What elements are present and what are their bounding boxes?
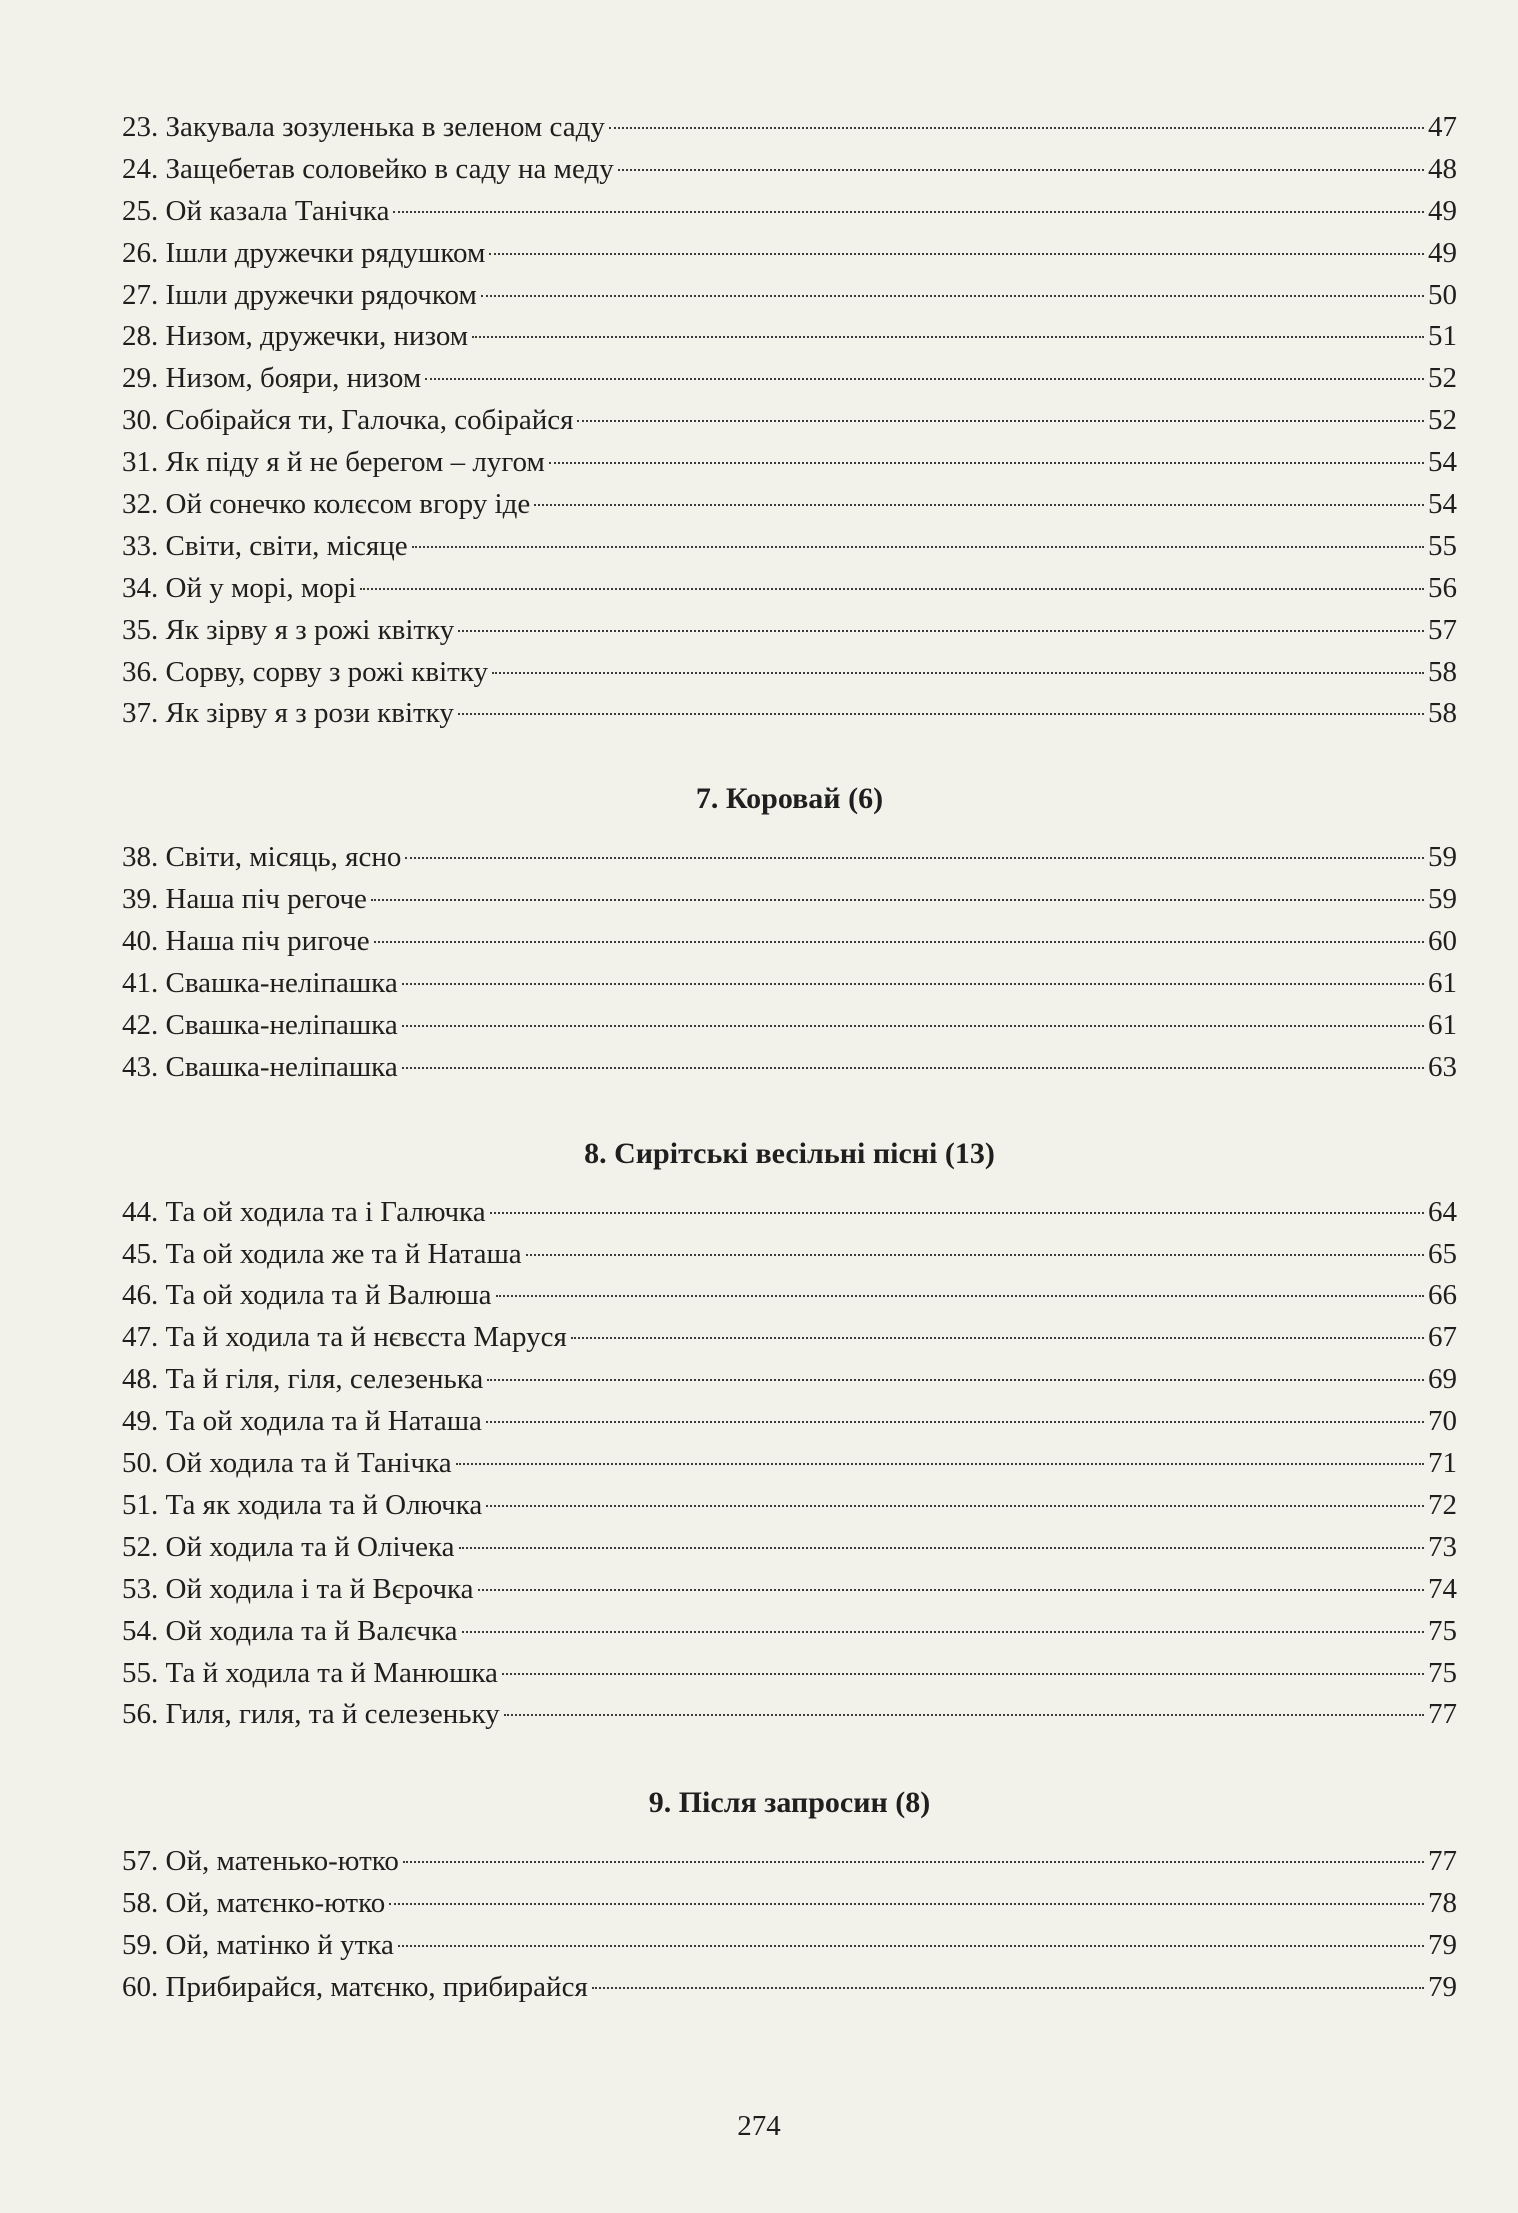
entry-title: 60. Прибирайся, матєнко, прибирайся [122, 1970, 588, 2003]
dot-leader [371, 899, 1424, 901]
entry-title: 41. Свашка-неліпашка [122, 967, 398, 1000]
dot-leader [393, 211, 1424, 213]
entry-title: 40. Наша піч ригоче [122, 925, 370, 958]
toc-entry [122, 1401, 1457, 1443]
entry-page-number: 60 [1428, 925, 1457, 958]
dot-leader [490, 1212, 1424, 1214]
toc-entry [122, 107, 1457, 149]
dot-leader [549, 462, 1424, 464]
entry-title: 42. Свашка-неліпашка [122, 1008, 398, 1041]
entry-title: 46. Та ой ходила та й Валюша [122, 1279, 492, 1312]
entry-page-number: 67 [1428, 1321, 1457, 1354]
dot-leader [526, 1254, 1424, 1256]
toc-section-7-entries [122, 837, 1457, 1088]
entry-title: 48. Та й гіля, гіля, селезенька [122, 1363, 484, 1396]
entry-title: 30. Собірайся ти, Галочка, собірайся [122, 404, 574, 437]
entry-title: 55. Та й ходила та й Манюшка [122, 1656, 498, 1689]
entry-title: 29. Низом, бояри, низом [122, 362, 422, 395]
entry-title: 27. Ішли дружечки рядочком [122, 278, 477, 311]
table-of-contents [122, 107, 1457, 2009]
entry-title: 43. Свашка-неліпашка [122, 1050, 398, 1083]
entry-title: 50. Ой ходила та й Танічка [122, 1447, 452, 1480]
toc-entry [122, 484, 1457, 526]
toc-entry [122, 1443, 1457, 1485]
toc-entry [122, 1841, 1457, 1883]
toc-entry [122, 1967, 1457, 2009]
entry-page-number: 63 [1428, 1050, 1457, 1083]
entry-page-number: 52 [1428, 404, 1457, 437]
entry-page-number: 61 [1428, 967, 1457, 1000]
entry-page-number: 49 [1428, 194, 1457, 227]
entry-title: 57. Ой, матенько-ютко [122, 1845, 399, 1878]
entry-page-number: 47 [1428, 111, 1457, 143]
entry-page-number: 73 [1428, 1530, 1457, 1563]
dot-leader [592, 1987, 1424, 1989]
toc-entry [122, 400, 1457, 442]
toc-entry [122, 1275, 1457, 1317]
toc-entry [122, 1359, 1457, 1401]
dot-leader [504, 1714, 1424, 1716]
entry-page-number: 69 [1428, 1363, 1457, 1396]
entry-page-number: 64 [1428, 1195, 1457, 1228]
toc-entry [122, 1694, 1457, 1736]
dot-leader [502, 1673, 1424, 1675]
toc-entry [122, 963, 1457, 1005]
entry-page-number: 61 [1428, 1008, 1457, 1041]
entry-page-number: 49 [1428, 236, 1457, 269]
entry-title: 31. Як піду я й не берегом – лугом [122, 446, 545, 479]
toc-section-9-entries [122, 1841, 1457, 2009]
entry-title: 32. Ой сонечко колєсом вгору іде [122, 488, 531, 521]
entry-title: 49. Та ой ходила та й Наташа [122, 1405, 482, 1438]
toc-entry [122, 1653, 1457, 1695]
entry-title: 26. Ішли дружечки рядушком [122, 236, 486, 269]
entry-page-number: 66 [1428, 1279, 1457, 1312]
entry-title: 45. Та ой ходила же та й Наташа [122, 1237, 522, 1270]
dot-leader [389, 1903, 1424, 1905]
entry-page-number: 55 [1428, 529, 1457, 562]
entry-page-number: 50 [1428, 278, 1457, 311]
entry-page-number: 56 [1428, 571, 1457, 604]
entry-title: 47. Та й ходила та й нєвєста Маруся [122, 1321, 567, 1354]
entry-title: 59. Ой, матінко й утка [122, 1929, 394, 1962]
entry-title: 34. Ой у морі, морі [122, 571, 357, 604]
entry-title: 53. Ой ходила і та й Вєрочка [122, 1572, 474, 1605]
toc-entry [122, 275, 1457, 317]
section-heading-7: 7. Коровай (6) [695, 782, 884, 816]
entry-page-number: 78 [1428, 1887, 1457, 1920]
entry-title: 24. Защебетав соловейко в саду на меду [122, 152, 614, 185]
dot-leader [425, 378, 1424, 380]
dot-leader [458, 630, 1424, 632]
entry-page-number: 52 [1428, 362, 1457, 395]
dot-leader [412, 546, 1424, 548]
entry-page-number: 72 [1428, 1488, 1457, 1521]
toc-entry [122, 879, 1457, 921]
dot-leader [496, 1295, 1424, 1297]
dot-leader [403, 1861, 1424, 1863]
toc-entry [122, 1611, 1457, 1653]
dot-leader [478, 1589, 1424, 1591]
entry-page-number: 51 [1428, 320, 1457, 353]
dot-leader [609, 127, 1424, 129]
toc-entry [122, 191, 1457, 233]
section-heading-9: 9. Після запросин (8) [648, 1786, 931, 1820]
toc-section-8-entries [122, 1192, 1457, 1737]
dot-leader [489, 253, 1424, 255]
entry-page-number: 75 [1428, 1656, 1457, 1689]
toc-entry [122, 1005, 1457, 1047]
entry-page-number: 77 [1428, 1698, 1457, 1731]
entry-title: 38. Світи, місяць, ясно [122, 841, 402, 874]
toc-entry [122, 1317, 1457, 1359]
dot-leader [571, 1337, 1424, 1339]
entry-page-number: 54 [1428, 488, 1457, 521]
entry-title: 54. Ой ходила та й Валєчка [122, 1614, 458, 1647]
toc-entry [122, 1047, 1457, 1089]
toc-entry [122, 568, 1457, 610]
toc-entry [122, 526, 1457, 568]
entry-page-number: 79 [1428, 1929, 1457, 1962]
entry-title: 39. Наша піч регоче [122, 883, 367, 916]
toc-entry [122, 316, 1457, 358]
entry-page-number: 79 [1428, 1970, 1457, 2003]
toc-entry [122, 837, 1457, 879]
entry-page-number: 70 [1428, 1405, 1457, 1438]
entry-title: 56. Гиля, гиля, та й селезеньку [122, 1698, 500, 1731]
entry-title: 25. Ой казала Танічка [122, 194, 390, 227]
dot-leader [481, 295, 1424, 297]
entry-page-number: 59 [1428, 841, 1457, 874]
toc-entry [122, 1569, 1457, 1611]
toc-entry [122, 1527, 1457, 1569]
dot-leader [486, 1421, 1424, 1423]
entry-page-number: 74 [1428, 1572, 1457, 1605]
entry-title: 35. Як зірву я з рожі квітку [122, 613, 455, 646]
entry-title: 23. Закувала зозуленька в зеленом саду [122, 111, 605, 143]
dot-leader [398, 1945, 1424, 1947]
toc-entry [122, 1192, 1457, 1234]
toc-entry [122, 1234, 1457, 1276]
entry-page-number: 58 [1428, 697, 1457, 730]
entry-title: 58. Ой, матєнко-ютко [122, 1887, 386, 1920]
toc-entry [122, 358, 1457, 400]
toc-entry [122, 1485, 1457, 1527]
dot-leader [577, 420, 1424, 422]
dot-leader [402, 1025, 1424, 1027]
dot-leader [472, 336, 1424, 338]
toc-entry [122, 610, 1457, 652]
toc-entry [122, 149, 1457, 191]
entry-page-number: 65 [1428, 1237, 1457, 1270]
entry-page-number: 54 [1428, 446, 1457, 479]
dot-leader [486, 1505, 1424, 1507]
dot-leader [492, 672, 1424, 674]
dot-leader [405, 857, 1424, 859]
entry-page-number: 48 [1428, 152, 1457, 185]
dot-leader [374, 941, 1424, 943]
toc-entry [122, 921, 1457, 963]
dot-leader [458, 713, 1424, 715]
dot-leader [462, 1631, 1424, 1633]
page-number: 274 [737, 2110, 781, 2142]
dot-leader [456, 1463, 1424, 1465]
entry-title: 37. Як зірву я з рози квітку [122, 697, 454, 730]
dot-leader [618, 169, 1424, 171]
entry-title: 51. Та як ходила та й Олючка [122, 1488, 483, 1521]
entry-title: 33. Світи, світи, місяце [122, 529, 408, 562]
entry-page-number: 59 [1428, 883, 1457, 916]
entry-page-number: 58 [1428, 655, 1457, 688]
dot-leader [402, 1067, 1424, 1069]
entry-page-number: 75 [1428, 1614, 1457, 1647]
toc-entry [122, 233, 1457, 275]
entry-page-number: 57 [1428, 613, 1457, 646]
entry-title: 44. Та ой ходила та і Галючка [122, 1195, 486, 1228]
toc-entry [122, 1883, 1457, 1925]
toc-entry [122, 652, 1457, 694]
entry-title: 52. Ой ходила та й Олічека [122, 1530, 455, 1563]
entry-title: 28. Низом, дружечки, низом [122, 320, 469, 353]
dot-leader [360, 588, 1424, 590]
dot-leader [534, 504, 1424, 506]
dot-leader [487, 1379, 1424, 1381]
section-heading-8: 8. Сирітські весільні пісні (13) [584, 1136, 995, 1170]
toc-entry [122, 693, 1457, 735]
dot-leader [402, 983, 1424, 985]
toc-group-continued [122, 107, 1457, 735]
toc-entry [122, 1925, 1457, 1967]
entry-page-number: 71 [1428, 1447, 1457, 1480]
dot-leader [459, 1547, 1424, 1549]
toc-entry [122, 442, 1457, 484]
entry-title: 36. Сорву, сорву з рожі квітку [122, 655, 488, 688]
entry-page-number: 77 [1428, 1845, 1457, 1878]
